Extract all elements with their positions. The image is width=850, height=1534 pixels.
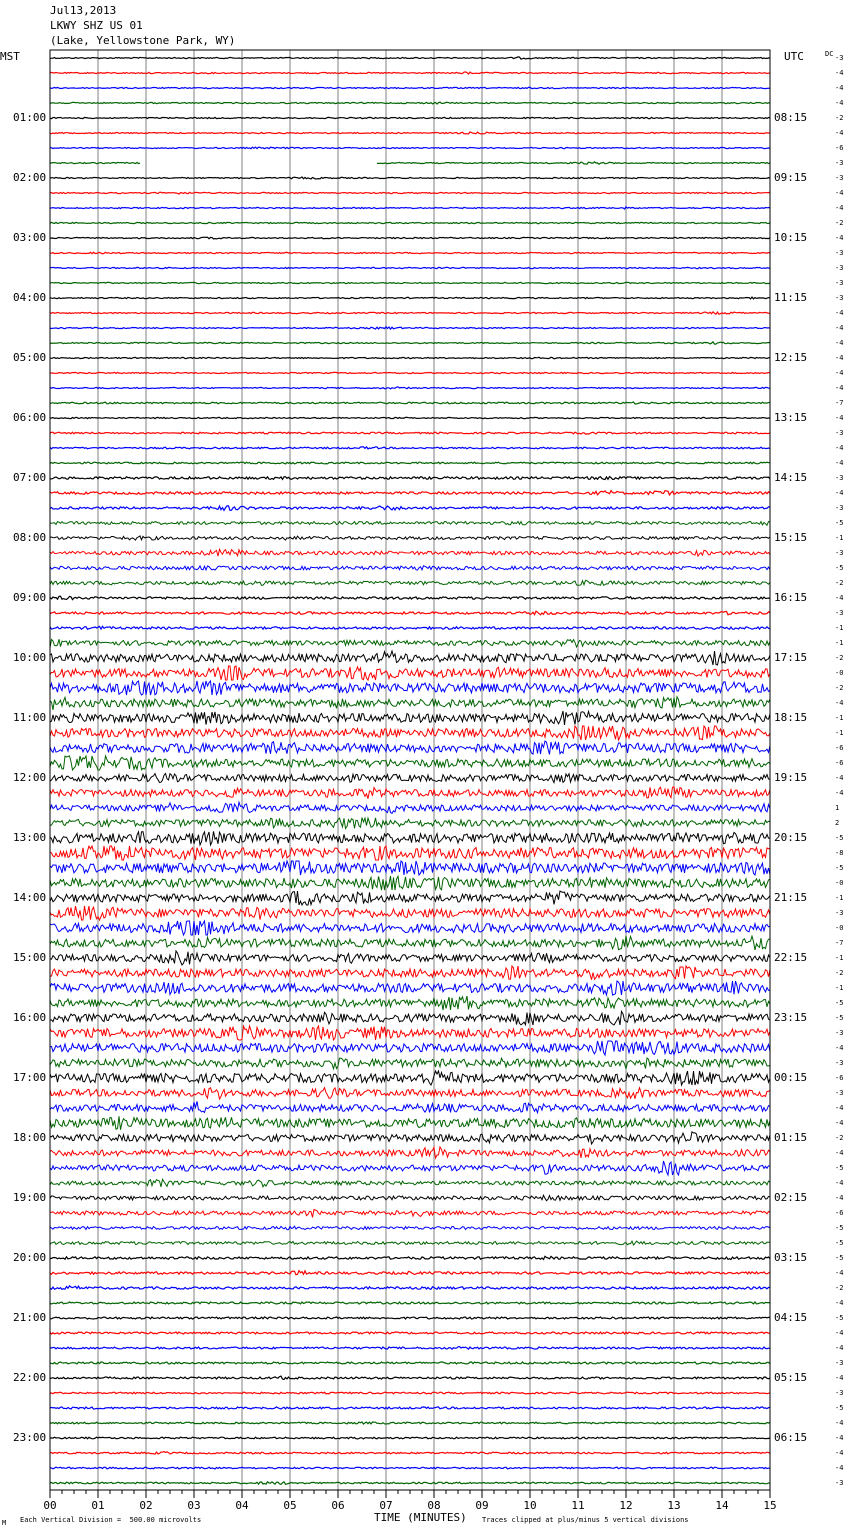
dc-offset-label: -4: [835, 414, 844, 422]
dc-offset-label: -5: [835, 1164, 844, 1172]
seismic-trace: [50, 252, 770, 254]
dc-offset-label: -4: [835, 1119, 844, 1127]
seismic-trace: [50, 818, 770, 829]
seismic-trace: [50, 327, 770, 329]
trace-group: [50, 57, 770, 1484]
dc-offset-label: -4: [835, 774, 844, 782]
mst-hour-label: 19:00: [13, 1191, 47, 1204]
seismic-trace: [50, 1011, 770, 1025]
dc-offset-label: -4: [835, 369, 844, 377]
dc-offset-label: 1: [835, 804, 840, 812]
dc-offset-label: -2: [835, 1284, 844, 1292]
seismic-trace: [50, 626, 770, 629]
dc-offset-label: -2: [835, 114, 844, 122]
utc-hour-label: 15:15: [774, 531, 808, 544]
seismic-trace: [50, 861, 770, 875]
dc-offset-label: -4: [835, 1104, 844, 1112]
seismic-trace: [50, 237, 770, 239]
dc-offset-label: -1: [835, 624, 844, 632]
scale-note: Each Vertical Division = 500.00 microvolts: [20, 1516, 202, 1524]
utc-hour-label: 13:15: [774, 411, 808, 424]
dc-offset-label: -3: [835, 474, 844, 482]
seismic-trace: [50, 1241, 770, 1245]
x-axis-label: TIME (MINUTES): [374, 1511, 467, 1524]
dc-offset-label: -5: [835, 864, 844, 872]
dc-offset-label: -4: [835, 1044, 844, 1052]
utc-hour-label: 01:15: [774, 1131, 808, 1144]
mst-axis-title: MST: [0, 50, 20, 63]
seismic-trace: [50, 1210, 770, 1218]
mst-hour-label: 16:00: [13, 1011, 47, 1024]
dc-offset-label: -4: [835, 1464, 844, 1472]
seismic-trace: [50, 491, 770, 495]
dc-offset-label: -3: [835, 294, 844, 302]
seismic-trace: [50, 681, 770, 695]
dc-offset-label: -5: [835, 1254, 844, 1262]
seismic-trace: [50, 207, 770, 209]
dc-offset-label: -7: [835, 939, 844, 947]
dc-offset-label: -2: [835, 1134, 844, 1142]
seismic-trace: [50, 921, 770, 935]
dc-offset-label: -4: [835, 354, 844, 362]
dc-offset-label: -3: [835, 549, 844, 557]
seismic-trace: [50, 1422, 770, 1424]
dc-offset-label: -3: [835, 159, 844, 167]
mst-hour-label: 12:00: [13, 771, 47, 784]
dc-offset-label: -5: [835, 519, 844, 527]
dc-offset-label: 2: [835, 819, 840, 827]
utc-hour-label: 11:15: [774, 291, 808, 304]
dc-offset-label: -0: [835, 879, 844, 887]
seismic-trace: [50, 1437, 770, 1439]
date-label: Jul13,2013: [50, 4, 117, 17]
seismic-trace: [50, 1452, 770, 1455]
seismic-trace: [50, 1302, 770, 1304]
seismic-trace: [50, 1271, 770, 1275]
utc-hour-label: 20:15: [774, 831, 808, 844]
mst-hour-label: 20:00: [13, 1251, 47, 1264]
dc-offset-label: -1: [835, 894, 844, 902]
seismic-trace: [50, 1058, 770, 1069]
dc-offset-label: -6: [835, 744, 844, 752]
seismic-trace: [50, 432, 770, 434]
seismic-trace: [50, 787, 770, 799]
x-tick-label: 07: [379, 1499, 393, 1512]
x-tick-label: 04: [235, 1499, 249, 1512]
x-tick-label: 10: [523, 1499, 537, 1512]
dc-offset-label: -3: [835, 54, 844, 62]
dc-offset-label: -5: [835, 1239, 844, 1247]
seismic-trace: [50, 906, 770, 920]
dc-offset-label: -4: [835, 489, 844, 497]
x-tick-label: 08: [427, 1499, 441, 1512]
seismic-trace: [50, 596, 770, 599]
seismic-trace: [50, 1026, 770, 1040]
x-tick-label: 13: [667, 1499, 681, 1512]
seismic-trace: [50, 536, 770, 540]
seismic-trace: [50, 1041, 770, 1055]
dc-offset-label: -1: [835, 534, 844, 542]
dc-offset-label: -3: [835, 249, 844, 257]
seismic-trace: [50, 566, 770, 570]
seismic-trace: [50, 402, 770, 404]
dc-offset-label: -3: [835, 174, 844, 182]
dc-offset-label: -3: [835, 504, 844, 512]
dc-offset-label: -0: [835, 669, 844, 677]
dc-offset-label: -4: [835, 204, 844, 212]
location-label: (Lake, Yellowstone Park, WY): [50, 34, 236, 47]
dc-offset-label: -4: [835, 1419, 844, 1427]
dc-offset-label: -4: [835, 459, 844, 467]
mst-hour-label: 21:00: [13, 1311, 47, 1324]
mst-hour-label: 17:00: [13, 1071, 47, 1084]
seismic-trace: [50, 1195, 770, 1200]
corner-mark: M: [2, 1519, 7, 1527]
seismic-trace: [50, 1392, 770, 1394]
dc-offset-label: -2: [835, 969, 844, 977]
seismic-trace: [50, 1407, 770, 1409]
seismic-trace: [50, 1482, 770, 1485]
mst-hour-label: 11:00: [13, 711, 47, 724]
x-tick-label: 11: [571, 1499, 585, 1512]
seismic-trace: [50, 162, 140, 163]
dc-offset-label: -4: [835, 444, 844, 452]
dc-offset-label: -4: [835, 1329, 844, 1337]
utc-hour-label: 06:15: [774, 1431, 808, 1444]
x-tick-label: 14: [715, 1499, 729, 1512]
seismic-trace: [50, 1467, 770, 1469]
dc-offset-label: -3: [835, 1029, 844, 1037]
seismic-trace: [50, 282, 770, 283]
dc-offset-label: -3: [835, 279, 844, 287]
utc-hour-label: 04:15: [774, 1311, 808, 1324]
seismic-trace: [50, 1332, 770, 1334]
utc-hour-label: 08:15: [774, 111, 808, 124]
seismic-trace: [50, 846, 770, 860]
seismic-trace: [50, 87, 770, 88]
dc-offset-label: -4: [835, 339, 844, 347]
dc-offset-label: -4: [835, 1194, 844, 1202]
dc-offset-label: -2: [835, 654, 844, 662]
dc-offset-label: -4: [835, 594, 844, 602]
seismic-trace: [50, 726, 770, 740]
dc-offset-label: -2: [835, 219, 844, 227]
seismic-trace: [50, 951, 770, 965]
seismic-trace: [50, 417, 770, 418]
dc-offset-label: -4: [835, 1374, 844, 1382]
dc-offset-label: -4: [835, 1449, 844, 1457]
dc-offset-label: -6: [835, 144, 844, 152]
dc-offset-label: -3: [835, 1359, 844, 1367]
dc-offset-label: -4: [835, 69, 844, 77]
seismic-trace: [50, 1376, 770, 1379]
utc-hour-label: 12:15: [774, 351, 808, 364]
seismic-trace: [50, 357, 770, 359]
seismic-trace: [50, 521, 770, 525]
utc-hour-label: 17:15: [774, 651, 808, 664]
seismic-trace: [50, 966, 770, 980]
utc-hour-label: 14:15: [774, 471, 808, 484]
dc-offset-label: -4: [835, 384, 844, 392]
seismic-trace: [50, 1256, 770, 1259]
seismic-trace: [50, 267, 770, 268]
x-tick-label: 12: [619, 1499, 633, 1512]
dc-offset-label: -4: [835, 1269, 844, 1277]
seismic-trace: [50, 580, 770, 585]
clip-note: Traces clipped at plus/minus 5 vertical divisions: [482, 1516, 689, 1524]
seismic-trace: [50, 1347, 770, 1350]
seismic-trace: [50, 876, 770, 890]
dc-offset-label: -4: [835, 699, 844, 707]
dc-offset-label: -1: [835, 954, 844, 962]
seismic-trace: [50, 372, 770, 373]
dc-offset-label: -4: [835, 1434, 844, 1442]
seismic-trace: [50, 1116, 770, 1130]
dc-offset-label: -5: [835, 1014, 844, 1022]
dc-offset-label: -3: [835, 1479, 844, 1487]
utc-hour-label: 23:15: [774, 1011, 808, 1024]
seismic-trace: [50, 711, 770, 725]
seismic-trace: [50, 741, 770, 754]
station-label: LKWY SHZ US 01: [50, 19, 143, 32]
mst-hour-label: 22:00: [13, 1371, 47, 1384]
seismic-trace: [50, 477, 770, 480]
seismic-trace: [50, 549, 770, 556]
utc-hour-label: 21:15: [774, 891, 808, 904]
dc-offset-label: -3: [835, 264, 844, 272]
seismic-trace: [50, 1362, 770, 1364]
seismic-trace: [377, 162, 770, 164]
mst-hour-label: 06:00: [13, 411, 47, 424]
mst-hour-label: 23:00: [13, 1431, 47, 1444]
mst-hour-label: 02:00: [13, 171, 47, 184]
mst-hour-label: 01:00: [13, 111, 47, 124]
seismic-trace: [50, 1179, 770, 1187]
dc-offset-label: -6: [835, 759, 844, 767]
seismic-trace: [50, 756, 770, 770]
seismic-trace: [50, 651, 770, 665]
seismic-trace: [50, 342, 770, 344]
dc-offset-label: -4: [835, 1344, 844, 1352]
seismic-trace: [50, 387, 770, 389]
seismic-trace: [50, 222, 770, 223]
utc-hour-label: 02:15: [774, 1191, 808, 1204]
x-tick-label: 09: [475, 1499, 489, 1512]
seismic-trace: [50, 506, 770, 511]
dc-offset-label: -4: [835, 84, 844, 92]
mst-hour-label: 09:00: [13, 591, 47, 604]
dc-offset-label: -4: [835, 309, 844, 317]
dc-offset-label: -7: [835, 399, 844, 407]
seismic-trace: [50, 102, 770, 104]
seismic-trace: [50, 1071, 770, 1085]
x-axis-ticks: [43, 1490, 776, 1512]
utc-hour-label: 18:15: [774, 711, 808, 724]
dc-offset-label: -3: [835, 1089, 844, 1097]
seismic-trace: [50, 936, 770, 950]
seismic-trace: [50, 666, 770, 680]
mst-hour-label: 08:00: [13, 531, 47, 544]
seismic-trace: [50, 312, 770, 314]
x-tick-label: 15: [763, 1499, 777, 1512]
dc-offset-label: -1: [835, 729, 844, 737]
seismic-trace: [50, 639, 770, 648]
utc-axis-title: UTC: [784, 50, 804, 63]
dc-offset-label: -5: [835, 1224, 844, 1232]
mst-hour-label: 13:00: [13, 831, 47, 844]
dc-offset-label: -4: [835, 789, 844, 797]
seismic-trace: [50, 297, 770, 299]
dc-offset-label: -4: [835, 129, 844, 137]
utc-hour-label: 09:15: [774, 171, 808, 184]
utc-hour-label: 22:15: [774, 951, 808, 964]
seismic-trace: [50, 1317, 770, 1319]
seismic-trace: [50, 1147, 770, 1158]
seismic-trace: [50, 1286, 770, 1290]
dc-offset-label: -4: [835, 1179, 844, 1187]
x-tick-label: 03: [187, 1499, 201, 1512]
seismic-trace: [50, 1101, 770, 1112]
dc-offset-label: -5: [835, 1404, 844, 1412]
mst-hour-label: 07:00: [13, 471, 47, 484]
seismic-trace: [50, 1088, 770, 1099]
mst-hour-label: 04:00: [13, 291, 47, 304]
seismic-trace: [50, 697, 770, 710]
seismic-trace: [50, 72, 770, 74]
seismic-trace: [50, 192, 770, 194]
dc-offset-label: -3: [835, 909, 844, 917]
dc-offset-label: -4: [835, 324, 844, 332]
mst-hour-label: 10:00: [13, 651, 47, 664]
seismic-trace: [50, 132, 770, 134]
x-tick-label: 01: [91, 1499, 105, 1512]
dc-offset-label: -5: [835, 834, 844, 842]
seismic-trace: [50, 831, 770, 845]
seismic-trace: [50, 177, 770, 179]
utc-hour-label: 16:15: [774, 591, 808, 604]
dc-offset-label: -3: [835, 1389, 844, 1397]
utc-hour-label: 19:15: [774, 771, 808, 784]
dc-offset-label: -3: [835, 429, 844, 437]
dc-offset-label: -4: [835, 189, 844, 197]
seismic-trace: [50, 1226, 770, 1230]
dc-offset-label: -4: [835, 234, 844, 242]
dc-offset-label: -4: [835, 1149, 844, 1157]
seismic-trace: [50, 462, 770, 464]
seismic-trace: [50, 1132, 770, 1144]
seismic-trace: [50, 774, 770, 783]
seismic-trace: [50, 802, 770, 813]
x-tick-label: 05: [283, 1499, 297, 1512]
mst-hour-label: 03:00: [13, 231, 47, 244]
x-tick-label: 06: [331, 1499, 345, 1512]
mst-hour-label: 15:00: [13, 951, 47, 964]
dc-offset-label: -2: [835, 579, 844, 587]
seismic-trace: [50, 611, 770, 615]
utc-hour-label: 03:15: [774, 1251, 808, 1264]
seismic-trace: [50, 996, 770, 1010]
dc-offset-label: -5: [835, 1314, 844, 1322]
seismic-trace: [50, 117, 770, 118]
utc-hour-label: 00:15: [774, 1071, 808, 1084]
x-tick-label: 00: [43, 1499, 57, 1512]
seismic-trace: [50, 981, 770, 995]
x-tick-label: 02: [139, 1499, 153, 1512]
mst-hour-label: 14:00: [13, 891, 47, 904]
mst-hour-label: 05:00: [13, 351, 47, 364]
dc-offset-label: -4: [835, 99, 844, 107]
dc-offset-label: -5: [835, 564, 844, 572]
dc-offset-label: -6: [835, 1074, 844, 1082]
utc-hour-label: 10:15: [774, 231, 808, 244]
mst-hour-label: 18:00: [13, 1131, 47, 1144]
seismic-trace: [50, 1161, 770, 1175]
dc-offset-label: -8: [835, 849, 844, 857]
utc-hour-label: 05:15: [774, 1371, 808, 1384]
dc-offset-label: -5: [835, 999, 844, 1007]
dc-offset-label: -4: [835, 1299, 844, 1307]
seismic-trace: [50, 447, 770, 449]
dc-offset-label: -1: [835, 984, 844, 992]
dc-offset-label: -1: [835, 714, 844, 722]
dc-offset-label: -1: [835, 639, 844, 647]
dc-offset-label: -0: [835, 924, 844, 932]
seismic-trace: [50, 57, 770, 59]
dc-column-title: DC: [825, 50, 834, 58]
dc-offset-label: -3: [835, 1059, 844, 1067]
seismic-trace: [50, 891, 770, 905]
dc-offset-label: -3: [835, 609, 844, 617]
seismic-trace: [50, 147, 770, 149]
dc-offset-label: -2: [835, 684, 844, 692]
dc-offset-label: -6: [835, 1209, 844, 1217]
